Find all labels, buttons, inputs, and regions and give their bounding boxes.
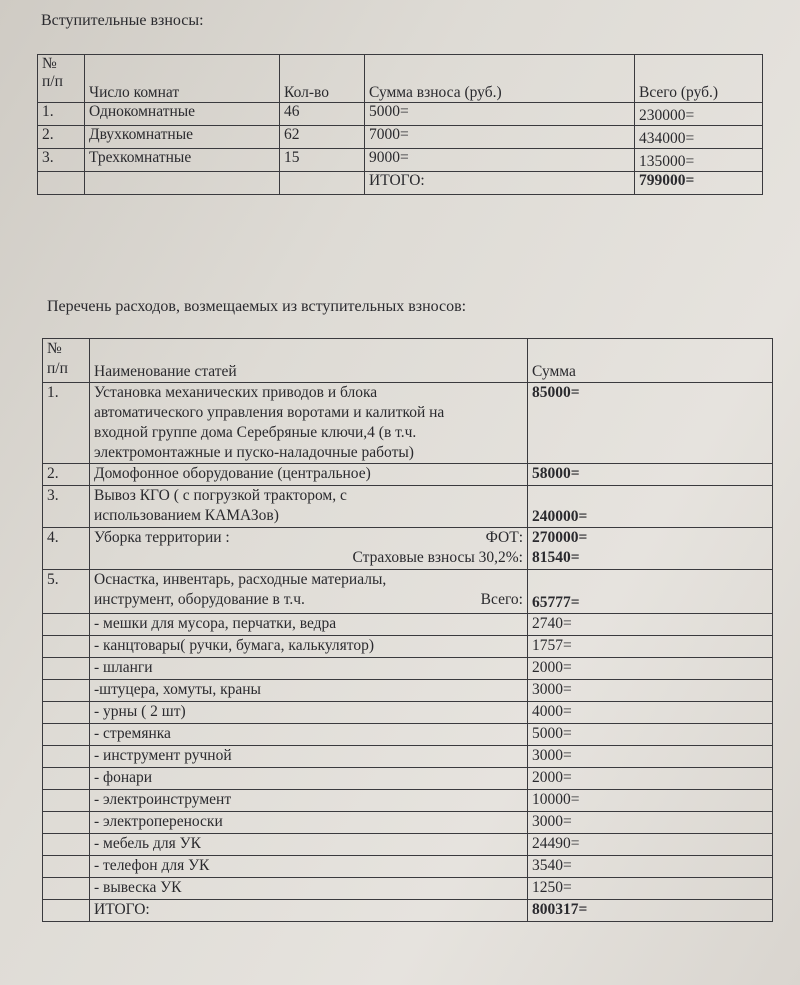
- sub-row: [43, 878, 773, 900]
- sub-sum: 3540=: [528, 856, 773, 878]
- sub-name: - телефон для УК: [90, 856, 528, 878]
- cell-num: 5.: [43, 570, 90, 614]
- sub-name: - электропереноски: [90, 812, 528, 834]
- empty-cell: [85, 172, 280, 195]
- header-num: [43, 339, 90, 383]
- empty-cell: [43, 900, 90, 922]
- table-header-row: [43, 339, 773, 383]
- empty-cell: [43, 768, 90, 790]
- cell-name: [90, 528, 528, 570]
- header-name: Наименование статей: [90, 339, 528, 383]
- empty-cell: [43, 746, 90, 768]
- table-row: [38, 103, 763, 126]
- total-label: Всего:: [480, 591, 523, 608]
- sub-row: [43, 724, 773, 746]
- sub-row: [43, 658, 773, 680]
- table-row: [38, 126, 763, 149]
- table-header-row: [38, 55, 763, 103]
- empty-cell: [43, 680, 90, 702]
- sub-sum: 4000=: [528, 702, 773, 724]
- empty-cell: [43, 702, 90, 724]
- insurance-sum: 81540=: [532, 549, 580, 566]
- cell-num: 2.: [43, 464, 90, 486]
- fot-sum: 270000=: [532, 529, 588, 546]
- cell-total: 434000=: [635, 126, 763, 149]
- sub-row: [43, 746, 773, 768]
- cell-sum: 65777=: [528, 570, 773, 614]
- header-num-line2: п/п: [42, 73, 63, 90]
- sub-sum: 10000=: [528, 790, 773, 812]
- total-label: ИТОГО:: [90, 900, 528, 922]
- total-row: [43, 900, 773, 922]
- sub-name: - шланги: [90, 658, 528, 680]
- item-line: [94, 528, 523, 548]
- sub-row: [43, 702, 773, 724]
- sub-name: - мешки для мусора, перчатки, ведра: [90, 614, 528, 636]
- header-rooms: Число комнат: [85, 55, 280, 103]
- empty-cell: [43, 636, 90, 658]
- table-row: [43, 570, 773, 614]
- item-line: входной группе дома Серебряные ключи,4 (в т.ч.: [94, 424, 417, 441]
- item-line: Оснастка, инвентарь, расходные материалы,: [94, 571, 387, 588]
- table-row: [43, 528, 773, 570]
- sub-sum: 2000=: [528, 658, 773, 680]
- cell-count: 46: [280, 103, 365, 126]
- sub-sum: 2000=: [528, 768, 773, 790]
- cell-rooms: Двухкомнатные: [85, 126, 280, 149]
- table-row: [43, 464, 773, 486]
- sub-name: - вывеска УК: [90, 878, 528, 900]
- cell-num: 3.: [38, 149, 85, 172]
- cell-rooms: Трехкомнатные: [85, 149, 280, 172]
- cell-name: [90, 383, 528, 464]
- expenses-table: [42, 338, 773, 922]
- cell-num: 1.: [38, 103, 85, 126]
- sub-row: [43, 834, 773, 856]
- cell-num: 2.: [38, 126, 85, 149]
- empty-cell: [38, 172, 85, 195]
- empty-cell: [43, 658, 90, 680]
- item-line-text: инструмент, оборудование в т.ч.: [94, 591, 305, 608]
- header-num-line1: №: [47, 340, 62, 357]
- item-line: Вывоз КГО ( с погрузкой трактором, с: [94, 487, 347, 504]
- sub-name: -штуцера, хомуты, краны: [90, 680, 528, 702]
- header-num-line1: №: [42, 55, 57, 72]
- empty-cell: [43, 812, 90, 834]
- sub-row: [43, 790, 773, 812]
- cell-sum: 240000=: [528, 486, 773, 528]
- cell-rooms: Однокомнатные: [85, 103, 280, 126]
- cell-total: 135000=: [635, 149, 763, 172]
- header-total: Всего (руб.): [635, 55, 763, 103]
- empty-cell: [43, 614, 90, 636]
- sub-name: - стремянка: [90, 724, 528, 746]
- empty-cell: [43, 790, 90, 812]
- sub-name: - канцтовары( ручки, бумага, калькулятор): [90, 636, 528, 658]
- section2-title: Перечень расходов, возмещаемых из вступительных взносов:: [47, 298, 467, 315]
- sub-row: [43, 812, 773, 834]
- cell-num: 1.: [43, 383, 90, 464]
- cell-count: 62: [280, 126, 365, 149]
- sub-sum: 24490=: [528, 834, 773, 856]
- entrance-fees-table: [37, 54, 763, 195]
- cell-num: 3.: [43, 486, 90, 528]
- sub-row: [43, 680, 773, 702]
- sub-sum: 3000=: [528, 746, 773, 768]
- empty-cell: [280, 172, 365, 195]
- total-row: [38, 172, 763, 195]
- sub-name: - фонари: [90, 768, 528, 790]
- header-sum: Сумма: [528, 339, 773, 383]
- item-name: Уборка территории :: [94, 529, 230, 546]
- sub-sum: 2740=: [528, 614, 773, 636]
- sub-row: [43, 856, 773, 878]
- header-num: [38, 55, 85, 103]
- cell-total: 230000=: [635, 103, 763, 126]
- header-num-line2: п/п: [47, 360, 68, 377]
- cell-count: 15: [280, 149, 365, 172]
- sub-name: - мебель для УК: [90, 834, 528, 856]
- table-row: [43, 486, 773, 528]
- sub-sum: 1757=: [528, 636, 773, 658]
- total-value: 800317=: [528, 900, 773, 922]
- total-value: 799000=: [635, 172, 763, 195]
- sub-sum: 3000=: [528, 812, 773, 834]
- cell-sum: 85000=: [528, 383, 773, 464]
- item-line: [94, 590, 523, 610]
- table-row: [38, 149, 763, 172]
- cell-name: [90, 486, 528, 528]
- header-fee: Сумма взноса (руб.): [365, 55, 635, 103]
- sub-name: - инструмент ручной: [90, 746, 528, 768]
- insurance-label: Страховые взносы 30,2%:: [352, 549, 523, 566]
- cell-fee: 5000=: [365, 103, 635, 126]
- empty-cell: [43, 834, 90, 856]
- cell-name: Домофонное оборудование (центральное): [90, 464, 528, 486]
- item-line: использованием КАМАЗов): [94, 507, 279, 524]
- cell-sum: [528, 528, 773, 570]
- fot-label: ФОТ:: [485, 529, 523, 546]
- total-label: ИТОГО:: [365, 172, 635, 195]
- sub-name: - урны ( 2 шт): [90, 702, 528, 724]
- sub-name: - электроинструмент: [90, 790, 528, 812]
- item-line: электромонтажные и пуско-наладочные работы): [94, 444, 414, 461]
- empty-cell: [43, 724, 90, 746]
- cell-fee: 7000=: [365, 126, 635, 149]
- section1-title: Вступительные взносы:: [41, 12, 204, 29]
- sub-sum: 3000=: [528, 680, 773, 702]
- header-count: Кол-во: [280, 55, 365, 103]
- sub-sum: 5000=: [528, 724, 773, 746]
- item-line: Установка механических приводов и блока: [94, 384, 378, 401]
- cell-name: [90, 570, 528, 614]
- cell-fee: 9000=: [365, 149, 635, 172]
- table-row: [43, 383, 773, 464]
- empty-cell: [43, 878, 90, 900]
- sub-row: [43, 614, 773, 636]
- sub-row: [43, 636, 773, 658]
- sub-row: [43, 768, 773, 790]
- item-line: автоматического управления воротами и калиткой на: [94, 404, 445, 421]
- cell-sum: 58000=: [528, 464, 773, 486]
- empty-cell: [43, 856, 90, 878]
- cell-num: 4.: [43, 528, 90, 570]
- sub-sum: 1250=: [528, 878, 773, 900]
